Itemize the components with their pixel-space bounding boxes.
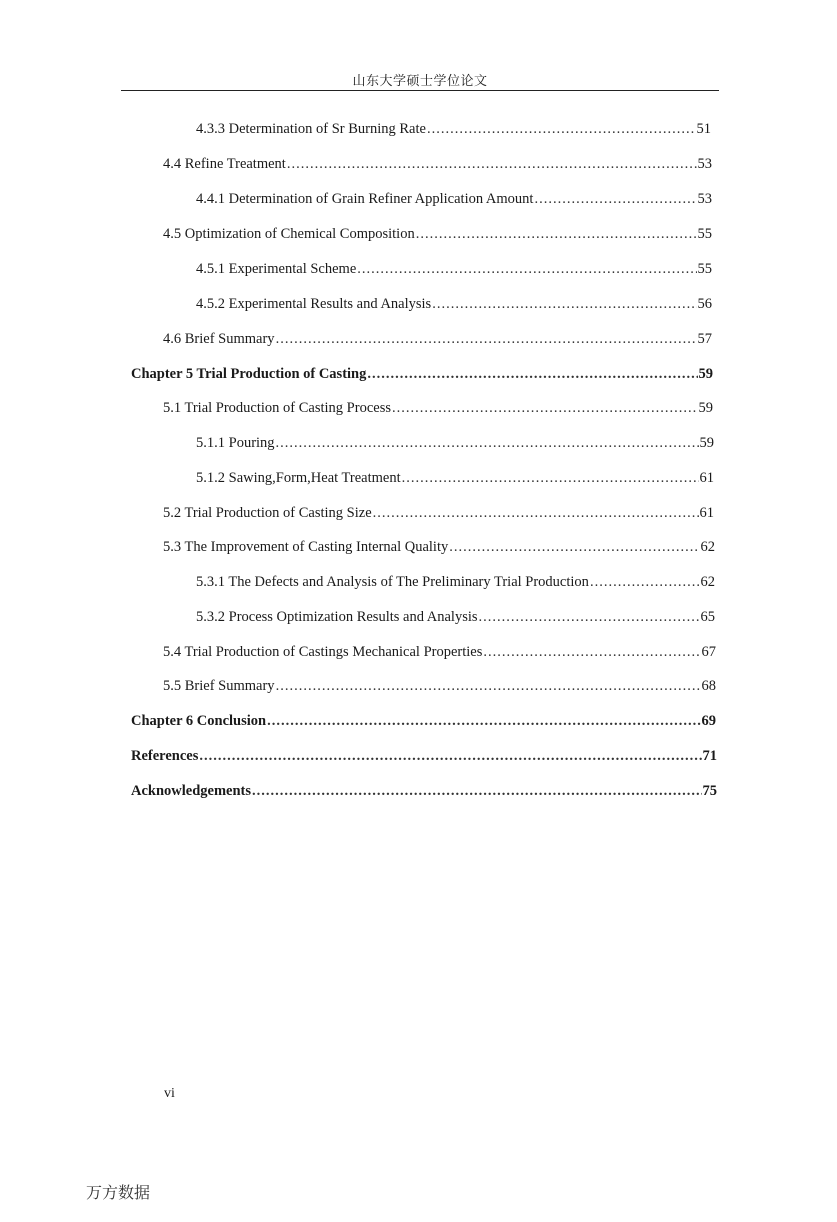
toc-entry-label: 5.4 Trial Production of Castings Mechanical Properties bbox=[163, 644, 483, 660]
toc-leader bbox=[590, 572, 700, 592]
toc-leader bbox=[276, 676, 701, 696]
toc-entry-label: 5.5 Brief Summary bbox=[163, 678, 275, 694]
toc-entry-label: 4.6 Brief Summary bbox=[163, 331, 275, 347]
watermark-text: 万方数据 bbox=[86, 1183, 151, 1202]
toc-leader bbox=[373, 503, 699, 523]
toc-leader bbox=[199, 746, 701, 766]
toc-entry-label: 5.1.2 Sawing,Form,Heat Treatment bbox=[196, 470, 401, 486]
toc-entry-page: 67 bbox=[701, 644, 716, 660]
toc-entry-label: 5.2 Trial Production of Casting Size bbox=[163, 505, 372, 521]
toc-entry[interactable] bbox=[196, 433, 714, 453]
toc-entry[interactable] bbox=[163, 398, 713, 418]
toc-entry[interactable] bbox=[196, 259, 712, 279]
toc-entry[interactable] bbox=[163, 154, 712, 174]
toc-chapter-entry[interactable] bbox=[131, 711, 716, 731]
toc-leader bbox=[392, 398, 698, 418]
toc-leader bbox=[479, 607, 700, 627]
toc-entry-label: 5.3.1 The Defects and Analysis of The Preliminary Trial Production bbox=[196, 574, 589, 590]
toc-entry[interactable] bbox=[196, 119, 711, 139]
toc-entry[interactable] bbox=[196, 189, 712, 209]
toc-entry-page: 55 bbox=[697, 226, 712, 242]
toc-entry-page: 68 bbox=[701, 678, 716, 694]
toc-chapter-entry[interactable] bbox=[131, 746, 717, 766]
toc-leader bbox=[402, 468, 699, 488]
toc-entry-page: 75 bbox=[702, 783, 717, 799]
toc-leader bbox=[483, 642, 700, 662]
toc-entry-page: 62 bbox=[700, 574, 715, 590]
toc-entry-label: 4.5.2 Experimental Results and Analysis bbox=[196, 296, 432, 312]
toc-entry-page: 62 bbox=[700, 539, 715, 555]
toc-entry-page: 65 bbox=[700, 609, 715, 625]
toc-entry-label: References bbox=[131, 748, 199, 764]
toc-leader bbox=[367, 364, 697, 384]
toc-entry-label: 4.5 Optimization of Chemical Composition bbox=[163, 226, 415, 242]
toc-entry[interactable] bbox=[196, 294, 712, 314]
toc-entry-page: 56 bbox=[697, 296, 712, 312]
toc-entry-page: 59 bbox=[698, 366, 713, 382]
toc-leader bbox=[427, 119, 696, 139]
toc-entry-page: 53 bbox=[697, 156, 712, 172]
toc-entry[interactable] bbox=[163, 676, 716, 696]
header-rule bbox=[121, 90, 719, 91]
toc-leader bbox=[432, 294, 696, 314]
toc-entry[interactable] bbox=[163, 642, 716, 662]
toc-entry-page: 51 bbox=[696, 121, 711, 137]
toc-entry[interactable] bbox=[163, 329, 712, 349]
toc-entry-label: Acknowledgements bbox=[131, 783, 252, 799]
toc-entry[interactable] bbox=[196, 572, 715, 592]
toc-entry-page: 53 bbox=[697, 191, 712, 207]
toc-entry[interactable] bbox=[196, 607, 715, 627]
toc-leader bbox=[357, 259, 696, 279]
toc-entry-page: 59 bbox=[699, 435, 714, 451]
toc-entry-page: 61 bbox=[699, 505, 714, 521]
toc-entry-page: 59 bbox=[698, 400, 713, 416]
toc-entry-page: 69 bbox=[701, 713, 716, 729]
toc-leader bbox=[534, 189, 696, 209]
toc-entry-label: 5.3.2 Process Optimization Results and Analysis bbox=[196, 609, 478, 625]
toc-entry-label: 4.4.1 Determination of Grain Refiner Application Amount bbox=[196, 191, 534, 207]
toc-leader bbox=[252, 781, 701, 801]
toc-entry-label: 5.1.1 Pouring bbox=[196, 435, 275, 451]
toc-leader bbox=[276, 433, 699, 453]
toc-entry-label: Chapter 5 Trial Production of Casting bbox=[131, 366, 367, 382]
toc-entry-page: 61 bbox=[699, 470, 714, 486]
toc-entry[interactable] bbox=[196, 468, 714, 488]
toc-entry-label: Chapter 6 Conclusion bbox=[131, 713, 267, 729]
toc-entry-label: 5.1 Trial Production of Casting Process bbox=[163, 400, 391, 416]
page-header bbox=[121, 70, 719, 92]
toc-entry-label: 4.3.3 Determination of Sr Burning Rate bbox=[196, 121, 426, 137]
toc-leader bbox=[287, 154, 697, 174]
toc-entry[interactable] bbox=[163, 503, 714, 523]
toc-entry-label: 4.5.1 Experimental Scheme bbox=[196, 261, 357, 277]
toc-chapter-entry[interactable] bbox=[131, 781, 717, 801]
toc-entry-page: 71 bbox=[702, 748, 717, 764]
toc-entry-label: 4.4 Refine Treatment bbox=[163, 156, 286, 172]
toc-entry-page: 57 bbox=[697, 331, 712, 347]
toc-entry[interactable] bbox=[163, 537, 715, 557]
toc-entry[interactable] bbox=[163, 224, 712, 244]
header-title: 山东大学硕士学位论文 bbox=[352, 74, 488, 89]
toc-leader bbox=[267, 711, 700, 731]
page-number: vi bbox=[164, 1086, 175, 1101]
toc-leader bbox=[276, 329, 697, 349]
toc-leader bbox=[416, 224, 697, 244]
toc-entry-page: 55 bbox=[697, 261, 712, 277]
toc-leader bbox=[449, 537, 699, 557]
toc-chapter-entry[interactable] bbox=[131, 364, 713, 384]
toc-entry-label: 5.3 The Improvement of Casting Internal Quality bbox=[163, 539, 449, 555]
